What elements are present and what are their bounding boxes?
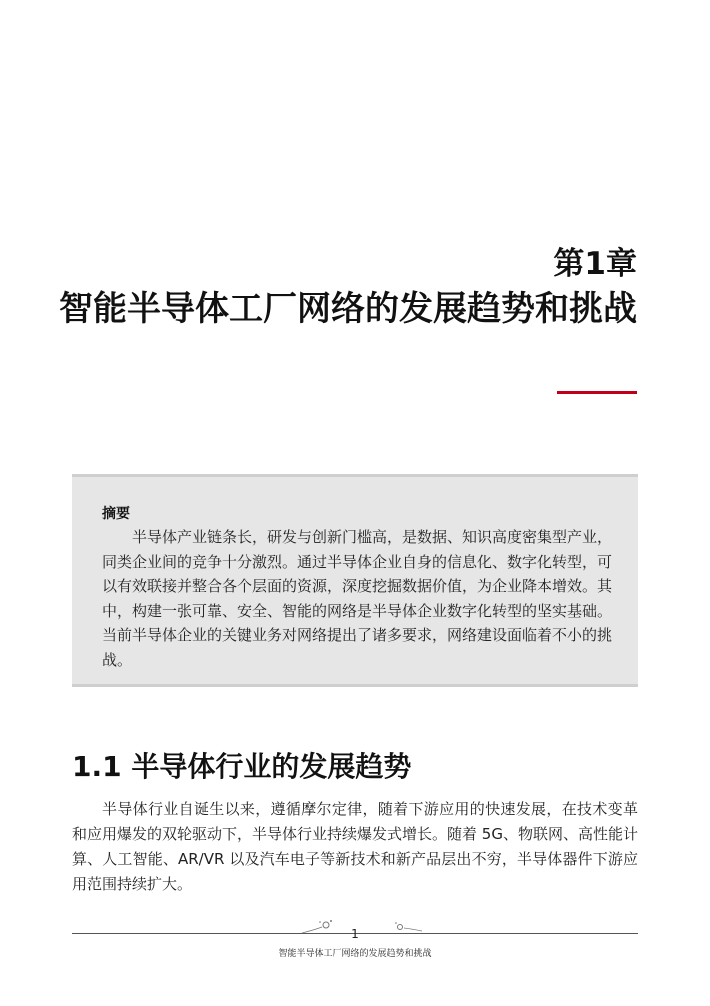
chapter-number: 第1章: [553, 246, 637, 282]
abstract-text: 半导体产业链条长，研发与创新门槛高，是数据、知识高度密集型产业，同类企业间的竞争十分激烈。通过半导体企业自身的信息化、数字化转型，可以有效联接并整合各个层面的资源，深度挖掘数据价值，为企业降本增效。其中，构建一张可靠、安全、智能的网络是半导体企业数字化转型的坚实基础。当前半导体企业的关键业务对网络提出了诸多要求，网络建设面临着不小的挑战。: [102, 528, 613, 669]
section-paragraph: 半导体行业自诞生以来，遵循摩尔定律，随着下游应用的快速发展，在技术变革和应用爆发的双轮驱动下，半导体行业持续爆发式增长。随着 5G、物联网、高性能计算、人工智能、AR/VR 以及汽车电子等新技术和新产品层出不穷，半导体器件下游应用范围持续扩大。: [72, 800, 638, 893]
page-number: 1: [351, 927, 359, 941]
section-title: 1.1 半导体行业的发展趋势: [72, 750, 412, 783]
abstract-heading: 摘要: [102, 506, 130, 522]
footer-caption: 智能半导体工厂网络的发展趋势和挑战: [278, 949, 432, 959]
title-accent-rule: [557, 391, 637, 394]
abstract-box: [72, 474, 638, 687]
chapter-title: 智能半导体工厂网络的发展趋势和挑战: [59, 289, 637, 329]
